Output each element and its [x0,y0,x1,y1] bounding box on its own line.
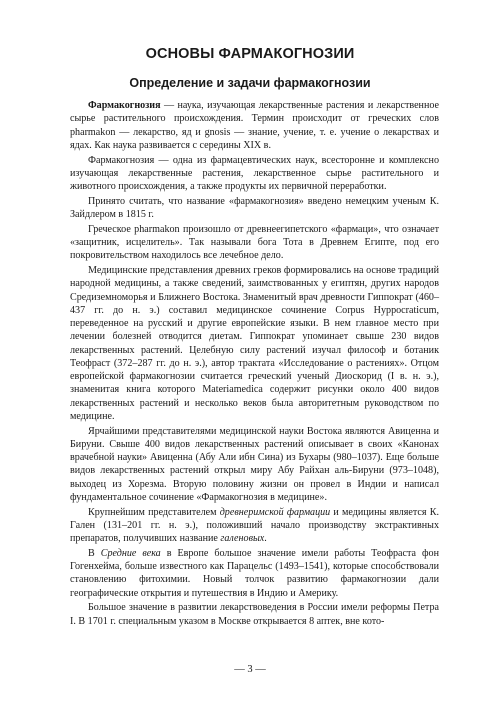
italic-term: древнеримской фармации [219,506,331,518]
text-run: — наука, изучающая лекарственные растения и лекарственное сырье растительного происхождения. Термин происходит от греческих слов pharmakon — лекарство, яд и gnosis — знание, учение, т. е. учение о лекарствах и ядах. Как наука развивается с середины XIX в. [70,100,439,151]
text-run: Медицинские представления древних греков формировались на основе традиций народной медицины, а также сведений, заимствованных у египтян, других народов Средиземноморья и Ближнего Востока. Знаменитый врач древности Гиппократ (460–437 гг. до н. э.) составил медицинское сочинение Corpus Hyppocraticum, переведенное на русский и другие европейские языки. В нем главное место при лечении болезней отводится диетам. Гиппократ упоминает свыше 230 видов лекарственных растений. Целебную силу растений изучал философ и ботаник Теофраст (372–287 гг. до н. э.), автор трактата «Исследование о растениях». Отцом европейской фармакогнозии считается греческий ученый Диоскорид (I в. н. э.), знаменитая книга которого Materiamedica содержит рисунки около 400 видов лекарственных растений и несколько веков была авторитетным руководством по медицине. [70,265,439,422]
paragraph [70,264,439,423]
text-run: Крупнейшим представителем [88,506,220,518]
text-run: Фармакогнозия — одна из фармацевтических наук, всесторонне и комплексно изучающая лекарственные растения, лекарственное сырье растительного и животного происхождения, а также продукты их первичной переработки. [70,154,439,192]
paragraph [70,425,439,505]
paragraph [70,506,439,546]
bold-term: Фармакогнозия [88,100,161,111]
text-run: В [88,547,101,559]
paragraph [70,601,439,628]
italic-term: Средние века [100,547,161,559]
page-title: ОСНОВЫ ФАРМАКОГНОЗИИ [145,46,355,62]
paragraph [70,547,439,600]
text-run: в Европе большое значение имели работы Теофраста фон Гогенхейма, больше известного как Парацельс (1493–1541), которые способствовали становлению фитохимии. Новый толчок развитию фармакогнозии дали географические открытия и путешествия в Индию и Америку. [70,547,439,599]
paragraph [70,223,439,263]
paragraph [70,195,439,222]
text-run: Ярчайшими представителями медицинской науки Востока являются Авиценна и Бируни. Свыше 400 видов лекарственных растений описывает в своих «Канонах врачебной науки» Авиценна (Абу Али ибн Сина) из Бухары (980–1037). Еще больше видов лекарственных растений открыл миру Абу Райхан аль-Бируни (973–1048), выходец из Хорезма. Вторую половину жизни он провел в Индии и написал фундаментальное сочинение «Фармакогнозия в медицине». [70,425,439,503]
paragraph [70,154,439,194]
section-subtitle: Определение и задачи фармакогнозии [129,76,371,90]
text-run: и медицины является К. Гален (131–201 гг. н. э.), положивший начало производству экстрактивных препаратов, получивших название [70,506,439,544]
text-run: Большое значение в развитии лекарствоведения в России имели реформы Петра I. В 1701 г. специальным указом в Москве открывается 8 аптек, вне кото- [70,602,439,627]
text-run: Греческое pharmakon произошло от древнеегипетского «фармаци», что означает «защитник, исцелитель». Так называли бога Тота в Древнем Египте, под его покровительством находилось все лечебное дело. [70,223,439,262]
page-number: — 3 — [234,664,266,675]
body-text [70,99,439,629]
text-run: . [264,533,267,544]
paragraph [70,99,439,152]
text-run: Принято считать, что название «фармакогнозия» введено немецким ученым К. Зайдлером в 1815 г. [70,195,439,220]
italic-term: галеновых [220,533,265,544]
